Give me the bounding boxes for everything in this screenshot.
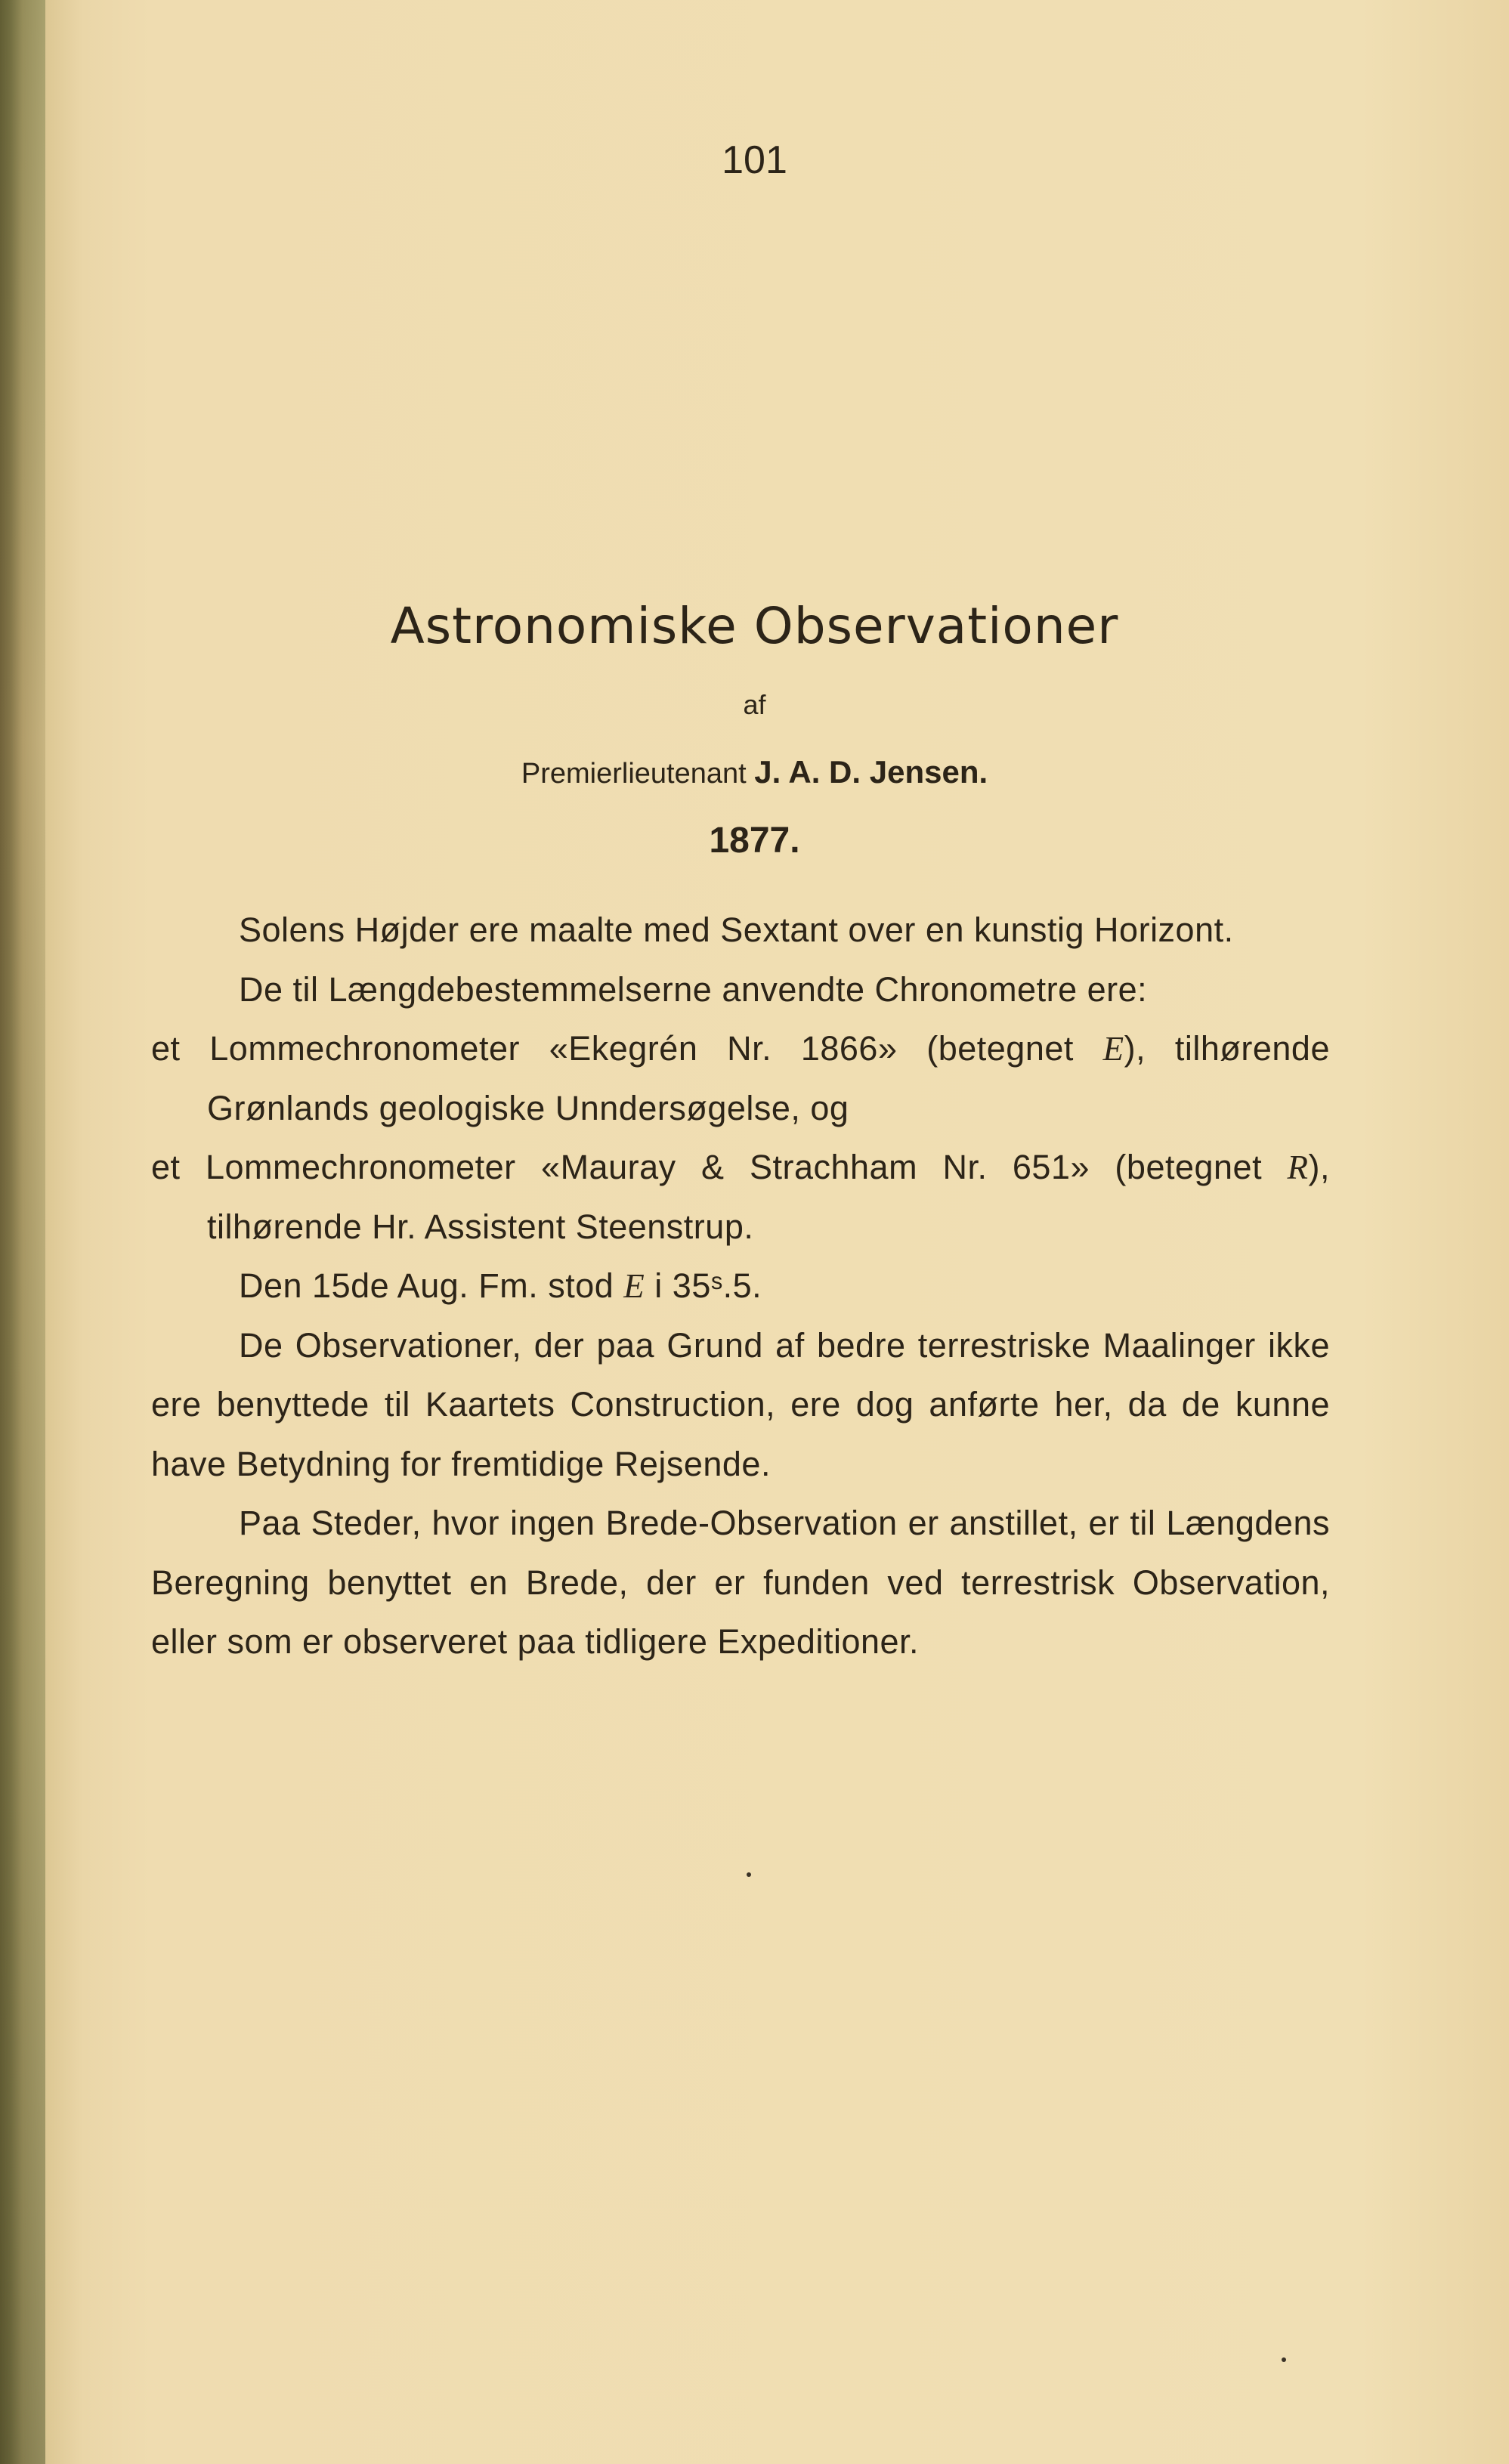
chronometer-e-text-b: ), tilhørende Grønlands geologiske Unndersøgelse, og [207,1029,1330,1127]
chronometer-r-text-a: et Lommechronometer «Mauray & Strachham Nr. 651» (betegnet [151,1148,1288,1186]
binding-edge [0,0,45,2464]
chronometer-r-text-b: ), tilhørende Hr. Assistent Steenstrup. [207,1148,1330,1246]
speck [1282,2357,1286,2362]
aug-15-symbol: E [623,1267,645,1305]
paragraph-chronometer-e [151,1019,1330,1138]
page-title: Astronomiske Observationer [390,597,1119,655]
aug-15-text-b: i 35ˢ.5. [645,1266,762,1305]
chronometer-e-symbol: E [1102,1030,1124,1068]
body-text [151,901,1330,1672]
paragraph-chronometer-r [151,1138,1330,1257]
paragraph-observations: De Observationer, der paa Grund af bedre terrestriske Maalinger ikke ere benyttede til Kaartets Construction, ere dog anførte her, da de kunne have Betydning for fremtidige Rejsende. [151,1325,1330,1483]
paragraph-sextant: Solens Højder ere maalte med Sextant over en kunstig Horizont. [239,910,1234,949]
speck [747,1872,751,1877]
chronometer-r-symbol: R [1287,1149,1309,1186]
aug-15-text-a: Den 15de Aug. Fm. stod [239,1266,624,1305]
page-number: 101 [722,138,787,182]
year: 1877. [709,821,800,861]
paragraph-chronometers-intro: De til Længdebestemmelserne anvendte Chronometre ere: [239,969,1148,1009]
byline-author [0,754,1509,790]
chronometer-e-text-a: et Lommechronometer «Ekegrén Nr. 1866» (betegnet [151,1029,1103,1068]
paragraph-aug-15 [151,1257,1330,1316]
author-name: J. A. D. Jensen. [754,754,988,790]
byline-af: af [743,689,766,720]
paragraph-latitude: Paa Steder, hvor ingen Brede-Observation er anstillet, er til Længdens Beregning benyttet en Brede, der er funden ved terrestrisk Observation, eller som er observeret paa tidligere Expeditioner. [151,1504,1330,1661]
author-rank: Premierlieutenant [521,758,747,790]
